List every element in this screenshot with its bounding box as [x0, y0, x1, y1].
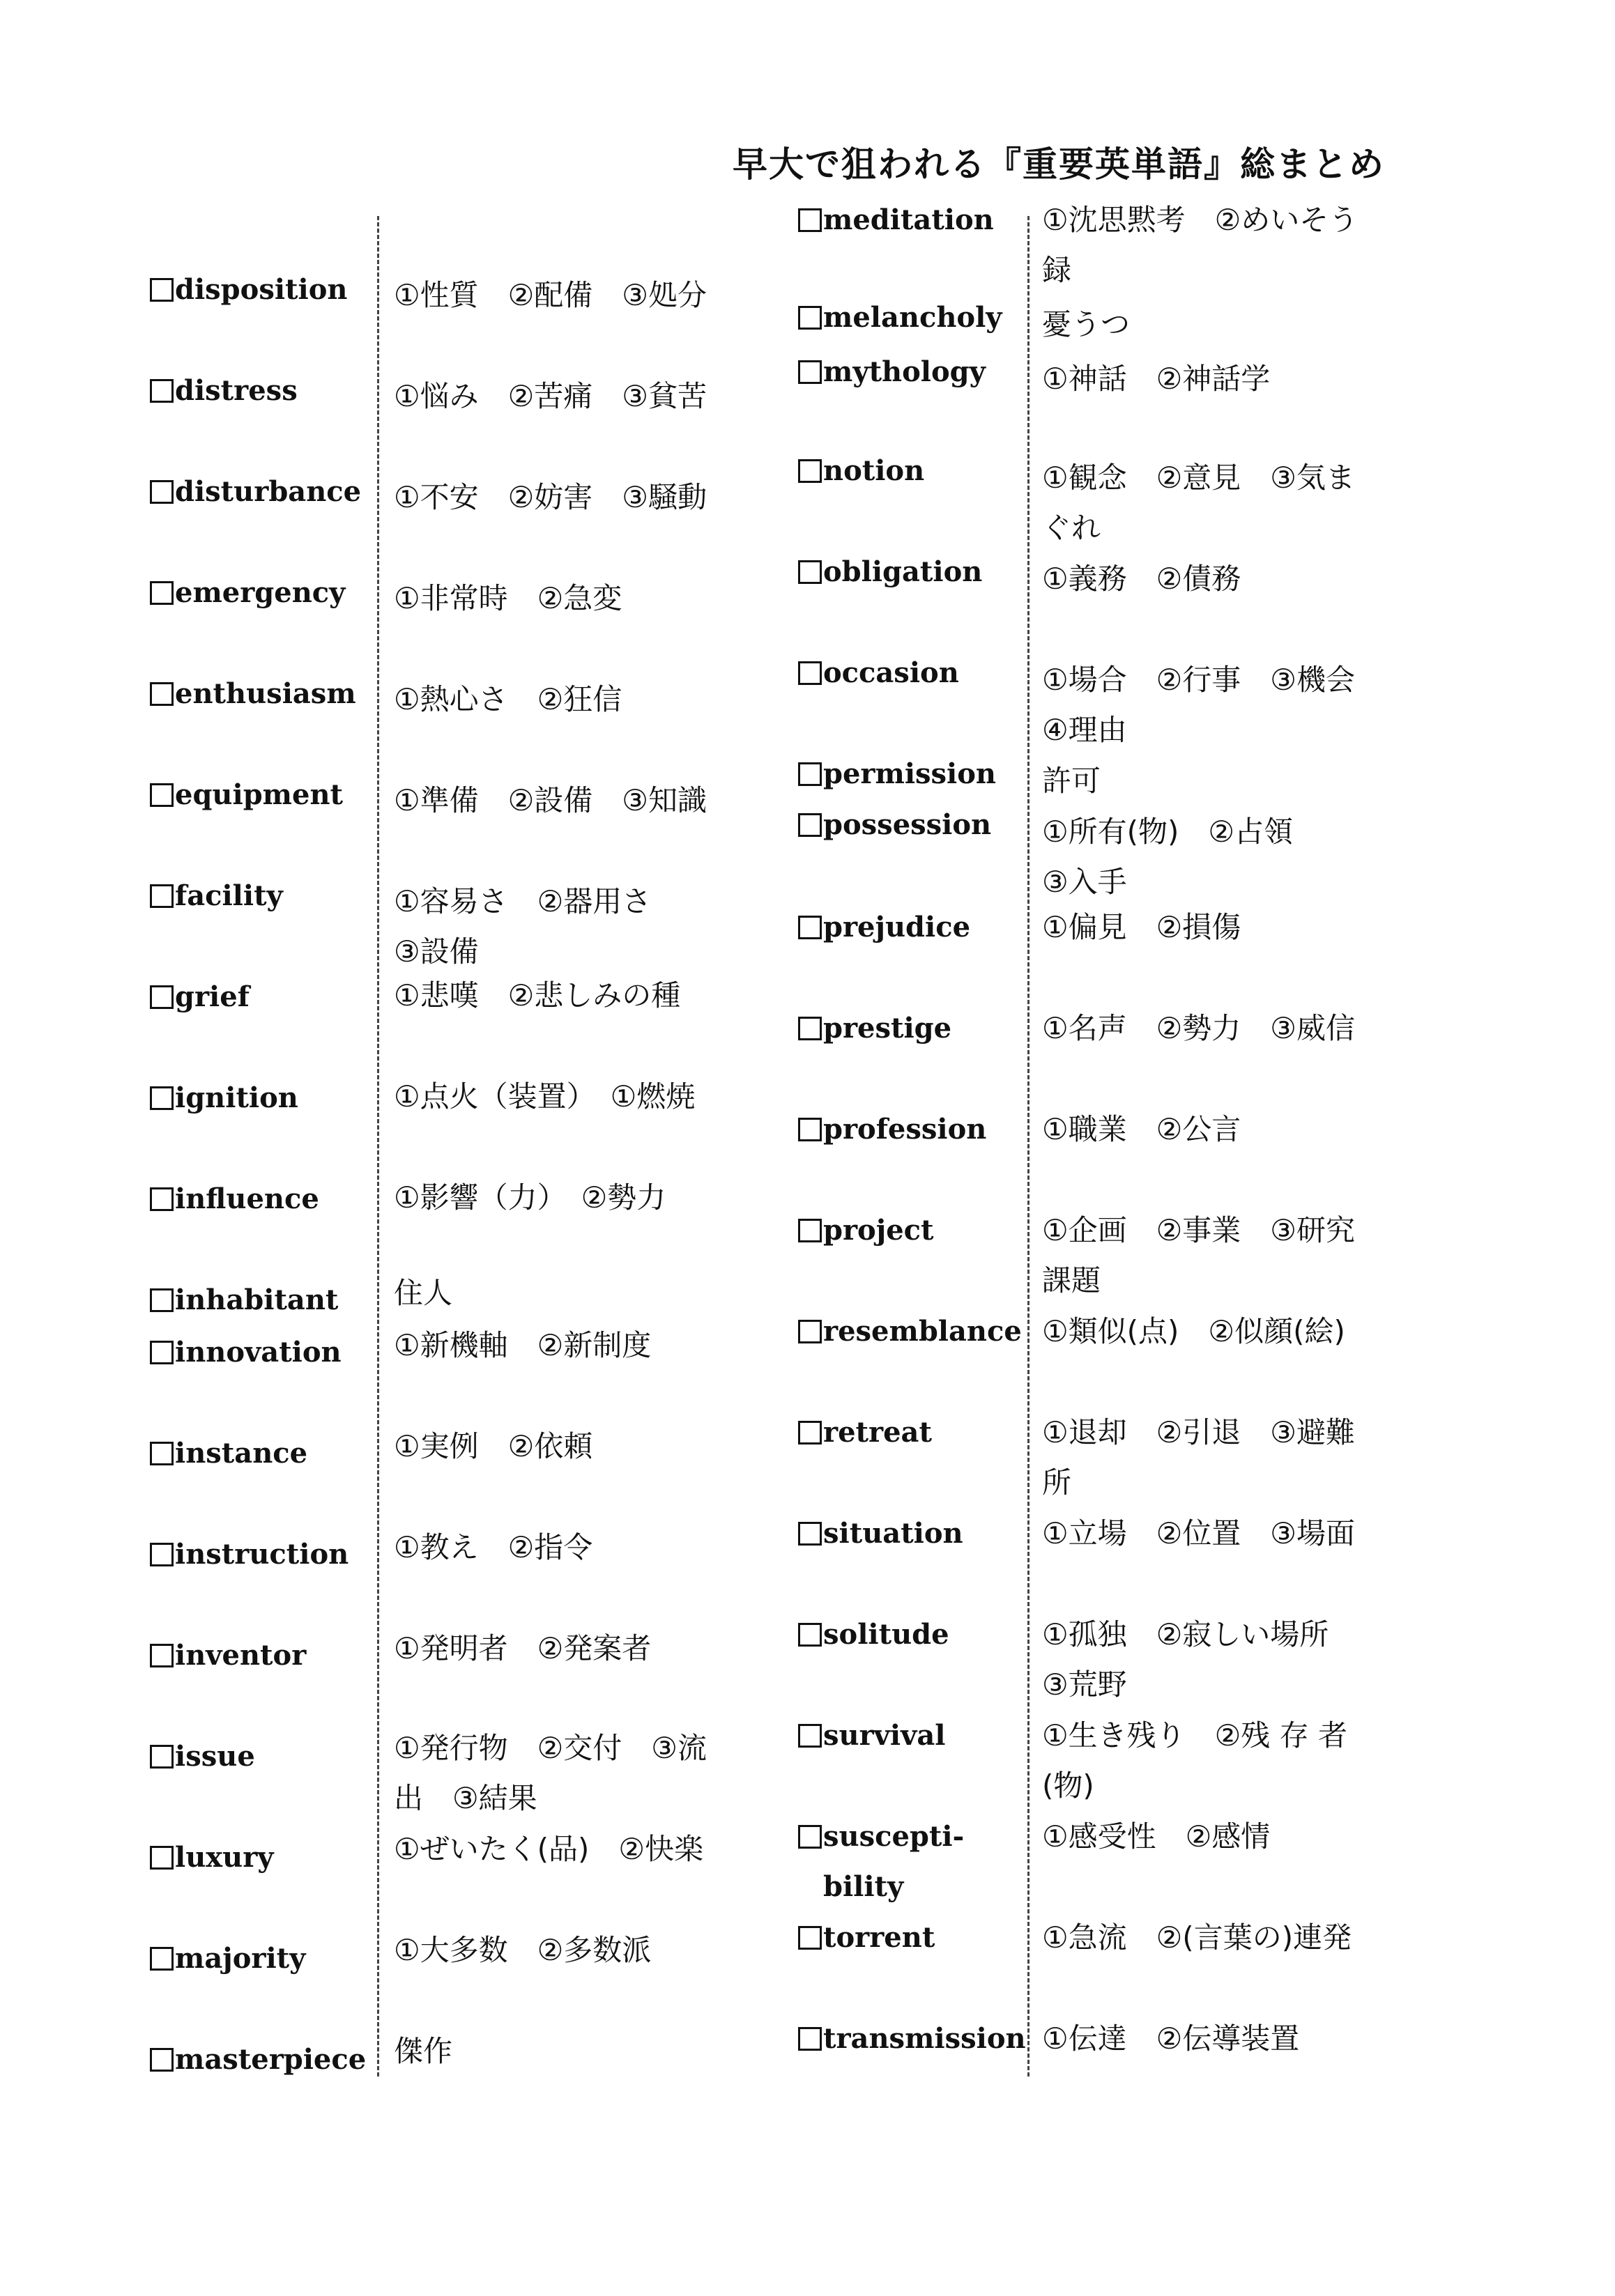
vocab-word [150, 2035, 373, 2085]
vocab-word [798, 1408, 1021, 1458]
checkbox-icon[interactable] [150, 1644, 174, 1667]
checkbox-icon[interactable] [798, 1320, 822, 1343]
checkbox-icon[interactable] [798, 1118, 822, 1141]
word-text: melancholy [823, 301, 1002, 334]
vocab-definition: ①伝達 ②伝導装置 [1042, 2021, 1300, 2056]
vocab-definition: 住人 [394, 1276, 453, 1310]
vocab-definition: ①立場 ②位置 ③場面 [1042, 1516, 1355, 1550]
checkbox-icon[interactable] [150, 1288, 174, 1312]
word-text: enthusiasm [175, 677, 356, 710]
vocab-word [150, 1327, 373, 1378]
vocab-definition: ①所有(物) ②占領 ③入手 [1042, 815, 1294, 899]
word-text: luxury [175, 1841, 274, 1874]
word-text: mythology [823, 355, 986, 388]
checkbox-icon[interactable] [150, 2048, 174, 2072]
checkbox-icon[interactable] [150, 1341, 174, 1364]
word-text: instance [175, 1437, 308, 1470]
word-text: issue [175, 1740, 255, 1773]
vocab-definition: ①点火（装置） ①燃焼 [394, 1079, 696, 1114]
vocab-word [150, 1833, 373, 1883]
vocab-definition: ①名声 ②勢力 ③威信 [1042, 1011, 1355, 1045]
vocab-word [150, 1073, 373, 1123]
vocab-word [798, 1205, 1021, 1256]
word-text: grief [175, 980, 250, 1013]
vocab-word [798, 347, 1021, 397]
word-text: resemblance [823, 1315, 1022, 1348]
vocab-word [150, 1732, 373, 1782]
vocab-word [798, 749, 1021, 799]
checkbox-icon[interactable] [150, 1187, 174, 1211]
vocab-definition: ①生き残り ②残 存 者 (物) [1042, 1718, 1348, 1803]
word-text: inhabitant [175, 1284, 339, 1316]
checkbox-icon[interactable] [798, 916, 822, 939]
checkbox-icon[interactable] [798, 360, 822, 384]
vocab-definition: ①孤独 ②寂しい場所 ③荒野 [1042, 1617, 1329, 1702]
vocab-word [798, 1509, 1021, 1559]
word-text: emergency [175, 576, 346, 609]
vocab-word [150, 1428, 373, 1479]
word-text: distress [175, 374, 298, 407]
column-divider-left [377, 216, 379, 2077]
vocab-word [150, 366, 373, 416]
vocab-word [798, 800, 1021, 850]
word-text: suscepti- bility [823, 1820, 965, 1903]
vocab-definition: ①企画 ②事業 ③研究 課題 [1042, 1213, 1355, 1297]
checkbox-icon[interactable] [798, 1623, 822, 1647]
checkbox-icon[interactable] [150, 985, 174, 1009]
checkbox-icon[interactable] [150, 1745, 174, 1769]
vocab-word [798, 1812, 1021, 1912]
word-text: permission [823, 757, 997, 790]
word-text: survival [823, 1719, 946, 1752]
vocab-definition: ①悩み ②苦痛 ③貧苦 [394, 379, 707, 413]
checkbox-icon[interactable] [150, 1947, 174, 1971]
word-text: innovation [175, 1336, 342, 1369]
checkbox-icon[interactable] [798, 208, 822, 232]
vocab-definition: ①場合 ②行事 ③機会 ④理由 [1042, 663, 1355, 747]
vocab-definition: ①非常時 ②急変 [394, 581, 622, 615]
word-text: influence [175, 1182, 319, 1215]
vocab-definition: ①観念 ②意見 ③気ま ぐれ [1042, 461, 1355, 545]
page-title: 早大で狙われる『重要英単語』総まとめ [733, 144, 1385, 185]
vocab-word [150, 669, 373, 719]
vocab-definition: ①沈思黙考 ②めいそう 録 [1042, 203, 1358, 287]
vocab-definition: ①神話 ②神話学 [1042, 362, 1271, 396]
checkbox-icon[interactable] [150, 1543, 174, 1566]
checkbox-icon[interactable] [150, 581, 174, 605]
checkbox-icon[interactable] [150, 783, 174, 807]
vocab-word [798, 1711, 1021, 1761]
checkbox-icon[interactable] [150, 884, 174, 908]
vocab-definition: 憂うつ [1042, 307, 1131, 341]
vocab-word [798, 2014, 1026, 2064]
checkbox-icon[interactable] [798, 1825, 822, 1849]
vocab-definition: ①影響（力） ②勢力 [394, 1180, 666, 1215]
vocab-definition: ①発行物 ②交付 ③流 出 ③結果 [394, 1731, 707, 1815]
vocab-definition: ①容易さ ②器用さ ③設備 [394, 884, 652, 969]
vocab-definition: ①義務 ②債務 [1042, 562, 1241, 596]
vocab-definition: ①感受性 ②感情 [1042, 1819, 1271, 1854]
vocab-word [150, 1275, 373, 1325]
vocab-definition: ①実例 ②依頼 [394, 1429, 593, 1463]
vocab-definition: ①偏見 ②損傷 [1042, 910, 1241, 944]
checkbox-icon[interactable] [798, 813, 822, 837]
word-text: obligation [823, 555, 983, 588]
checkbox-icon[interactable] [150, 1442, 174, 1465]
vocab-definition: ①教え ②指令 [394, 1530, 593, 1564]
word-text: torrent [823, 1921, 935, 1954]
vocab-word [798, 446, 1021, 496]
checkbox-icon[interactable] [798, 459, 822, 483]
vocab-definition: ①急流 ②(言葉の)連発 [1042, 1920, 1352, 1955]
word-text: situation [823, 1517, 963, 1550]
checkbox-icon[interactable] [798, 2027, 822, 2051]
vocab-definition: ①職業 ②公言 [1042, 1112, 1241, 1146]
checkbox-icon[interactable] [798, 661, 822, 685]
checkbox-icon[interactable] [150, 278, 174, 302]
checkbox-icon[interactable] [798, 1017, 822, 1040]
word-text: profession [823, 1113, 987, 1146]
word-text: prejudice [823, 911, 971, 943]
vocab-word [150, 1934, 373, 1984]
vocab-word [798, 902, 1021, 953]
checkbox-icon[interactable] [150, 682, 174, 706]
word-text: possession [823, 808, 992, 841]
checkbox-icon[interactable] [150, 480, 174, 504]
checkbox-icon[interactable] [798, 762, 822, 786]
vocab-word [150, 568, 373, 618]
vocab-word [798, 1307, 1021, 1357]
vocab-word [798, 1610, 1021, 1660]
word-text: disturbance [175, 475, 362, 508]
vocab-definition: ①熱心さ ②狂信 [394, 682, 622, 716]
word-text: majority [175, 1942, 306, 1975]
vocab-definition: ①大多数 ②多数派 [394, 1933, 652, 1967]
word-text: ignition [175, 1081, 298, 1114]
word-text: disposition [175, 273, 348, 306]
vocab-word [798, 1913, 1021, 1963]
word-text: occasion [823, 656, 959, 689]
vocab-definition: ①不安 ②妨害 ③騒動 [394, 480, 707, 514]
word-text: notion [823, 454, 925, 487]
vocab-word [798, 648, 1021, 698]
checkbox-icon[interactable] [150, 1086, 174, 1110]
vocab-word [798, 1104, 1021, 1155]
vocab-word [150, 770, 373, 820]
word-text: prestige [823, 1012, 952, 1045]
vocab-definition: ①悲嘆 ②悲しみの種 [394, 978, 681, 1012]
vocab-word [150, 871, 373, 921]
vocab-word [150, 467, 373, 517]
word-text: transmission [823, 2022, 1026, 2055]
vocab-word [798, 547, 1021, 597]
word-text: retreat [823, 1416, 932, 1449]
vocab-definition: ①準備 ②設備 ③知識 [394, 783, 707, 817]
word-text: meditation [823, 203, 994, 236]
word-text: instruction [175, 1538, 349, 1571]
vocab-word [798, 1003, 1021, 1054]
vocab-word [150, 1174, 373, 1224]
checkbox-icon[interactable] [798, 1724, 822, 1748]
word-text: project [823, 1214, 934, 1247]
vocab-definition: 許可 [1042, 764, 1101, 798]
word-text: inventor [175, 1639, 307, 1672]
vocab-definition: ①退却 ②引退 ③避難 所 [1042, 1415, 1355, 1500]
vocab-word [798, 293, 1021, 343]
word-text: solitude [823, 1618, 949, 1651]
checkbox-icon[interactable] [798, 306, 822, 330]
vocab-word [798, 195, 1021, 245]
vocab-word [150, 1631, 373, 1681]
checkbox-icon[interactable] [798, 560, 822, 584]
vocab-word [150, 265, 373, 315]
word-text: equipment [175, 778, 343, 811]
checkbox-icon[interactable] [798, 1219, 822, 1242]
checkbox-icon[interactable] [798, 1522, 822, 1546]
vocab-definition: ①性質 ②配備 ③処分 [394, 278, 707, 312]
vocab-definition: ①発明者 ②発案者 [394, 1631, 652, 1665]
checkbox-icon[interactable] [150, 1846, 174, 1870]
word-text: masterpiece [175, 2043, 367, 2076]
vocab-definition: 傑作 [394, 2034, 453, 2068]
vocab-definition: ①新機軸 ②新制度 [394, 1328, 652, 1362]
vocab-word [150, 1530, 373, 1580]
checkbox-icon[interactable] [798, 1421, 822, 1444]
checkbox-icon[interactable] [798, 1926, 822, 1950]
vocab-word [150, 972, 373, 1022]
vocab-definition: ①ぜいたく(品) ②快楽 [394, 1832, 704, 1866]
checkbox-icon[interactable] [150, 379, 174, 403]
vocab-definition: ①類似(点) ②似顔(絵) [1042, 1314, 1345, 1348]
word-text: facility [175, 879, 283, 912]
column-divider-right [1027, 216, 1030, 2077]
